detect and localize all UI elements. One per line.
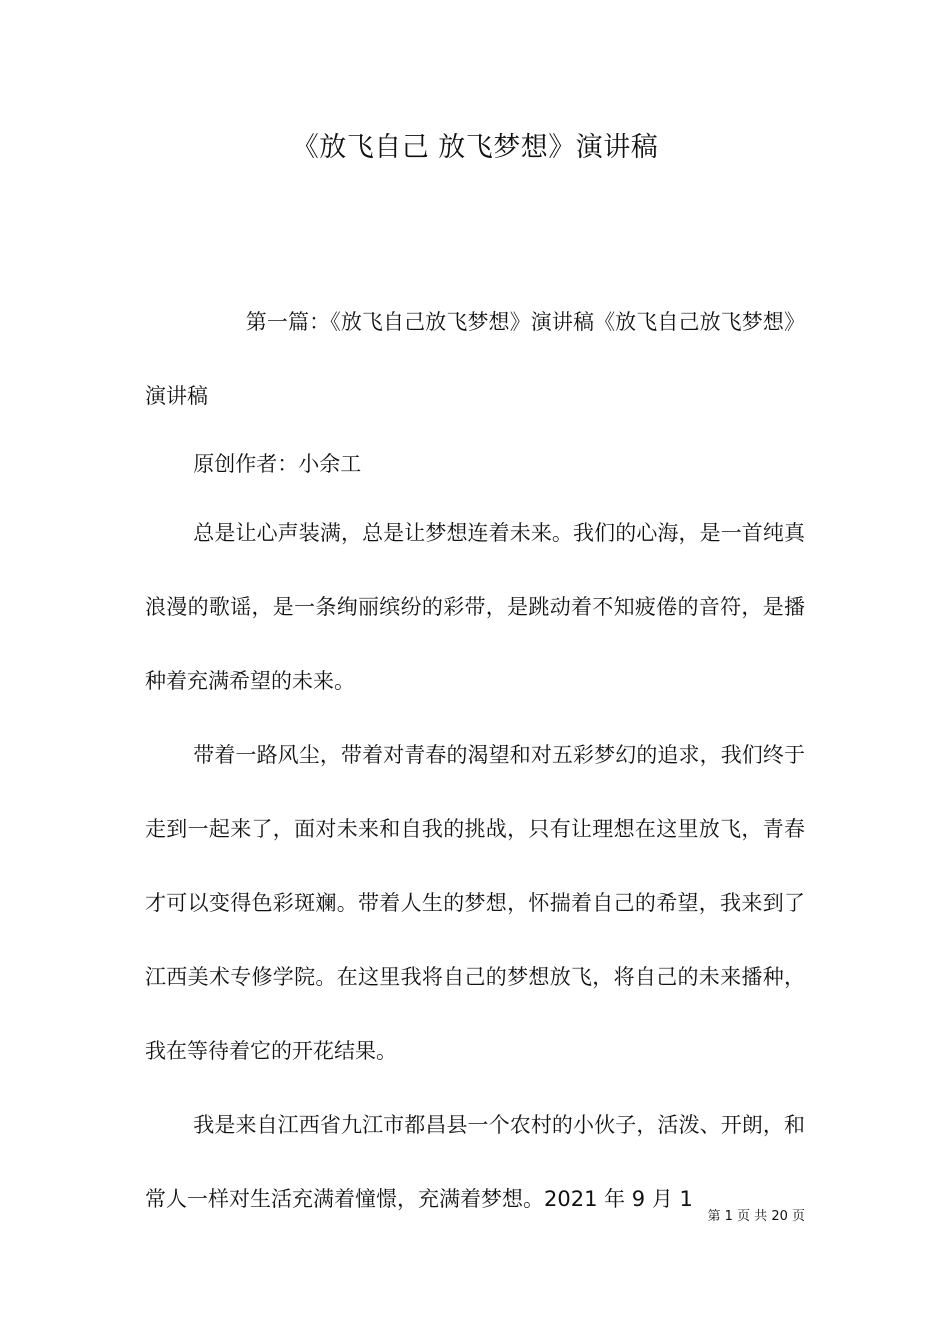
document-body xyxy=(145,285,805,1236)
body-paragraph: 总是让心声装满，总是让梦想连着未来。我们的心海，是一首纯真浪漫的歌谣，是一条绚丽缤纷的彩带，是跳动着不知疲倦的音符，是播种着充满希望的未来。 xyxy=(145,521,805,693)
body-paragraph: 带着一路风尘，带着对青春的渴望和对五彩梦幻的追求，我们终于走到一起来了，面对未来和自我的挑战，只有让理想在这里放飞，青春才可以变得色彩斑斓。带着人生的梦想，怀揣着自己的希望，我来到了江西美术专修学院。在这里我将自己的梦想放飞，将自己的未来播种，我在等待着它的开花结果。 xyxy=(145,743,805,1063)
section-heading-paragraph: 第一篇：《放飞自己放飞梦想》演讲稿《放飞自己放飞梦想》演讲稿 xyxy=(145,310,805,408)
body-paragraph: 我是来自江西省九江市都昌县一个农村的小伙子，活泼、开朗，和常人一样对生活充满着憧憬，充满着梦想。2021 年 9 月 1 xyxy=(145,1113,805,1211)
page-number: 第 1 页 共 20 页 xyxy=(707,1209,805,1224)
document-title: 《放飞自己 放飞梦想》演讲稿 xyxy=(291,132,659,163)
author-line: 原创作者：小余工 xyxy=(193,452,362,476)
